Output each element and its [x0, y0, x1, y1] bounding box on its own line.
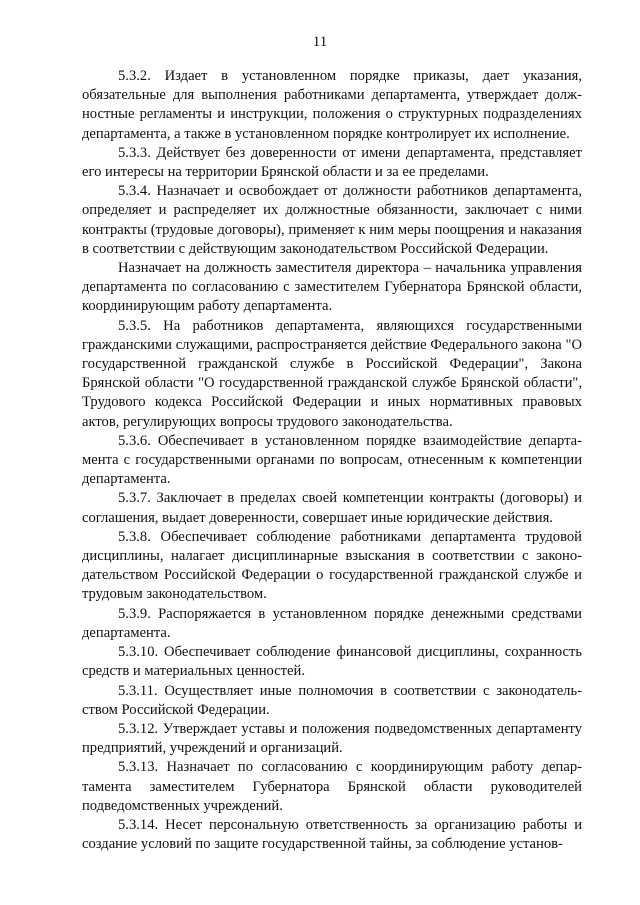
paragraph-5-3-2: 5.3.2. Издает в установленном порядке приказы, дает указания, обязательные для выполнения работниками департамента, утверждает должностные регламенты и инструкции, положения о структурных подразделениях департамента, а также в установленном порядке контролирует их исполнение.	[82, 68, 582, 142]
paragraph-5-3-8: 5.3.8. Обеспечивает соблюдение работниками департамента трудовой дисциплины, налагает дисциплинарные взыскания в соответствии с законодательством Российской Федерации о государственной гражданской службе и трудовым законодательством.	[82, 528, 582, 603]
paragraph-5-3-4: 5.3.4. Назначает и освобождает от должности работников департамента, определяет и распределяет их должностные обязанности, заключает с ними контракты (трудовые договоры), применяет к ним меры поощрения и наказания в соответствии с действующим законодательством Российской Федерации.	[82, 183, 582, 257]
paragraph-5-3-7: 5.3.7. Заключает в пределах своей компетенции контракты (договоры) и соглашения, выдает доверенности, совершает иные юридические действия.	[82, 490, 582, 526]
paragraph-5-3-9: 5.3.9. Распоряжается в установленном порядке денежными средствами департамента.	[82, 605, 582, 641]
page-number: 11	[312, 34, 328, 50]
paragraph-5-3-6: 5.3.6. Обеспечивает в установленном порядке взаимодействие департамента с государственными органами по вопросам, отнесенным к компетенции департамента.	[82, 432, 582, 488]
document-body	[82, 67, 582, 854]
paragraph-5-3-11: 5.3.11. Осуществляет иные полномочия в соответствии с законодательством Российской Федерации.	[82, 682, 582, 718]
paragraph-5-3-13: 5.3.13. Назначает по согласованию с координирующим работу департамента заместителем Губернатора Брянской области руководителей подведомственных учреждений.	[82, 759, 582, 814]
paragraph-5-3-12: 5.3.12. Утверждает уставы и положения подведомственных департаменту предприятий, учреждений и организаций.	[82, 720, 582, 757]
paragraph-5-3-5: 5.3.5. На работников департамента, являющихся государственными гражданскими служащими, распространяется действие Федерального закона "О государственной гражданской службе в Российской Федерации", Закона Брянской области "О государственной гражданской службе Брянской области", Трудового кодекса Российской Федерации и иных нормативных правовых актов, регулирующих вопросы трудового законодательства.	[82, 317, 582, 430]
paragraph-5-3-14: 5.3.14. Несет персональную ответственность за организацию работы и создание условий по защите государственной тайны, за соблюдение установ-	[82, 816, 582, 853]
paragraph-deputy-appointment: Назначает на должность заместителя директора – начальника управления департамента по согласованию с заместителем Губернатора Брянской области, координирующим работу департамента.	[82, 260, 582, 315]
paragraph-5-3-3: 5.3.3. Действует без доверенности от имени департамента, представляет его интересы на территории Брянской области и за ее пределами.	[82, 144, 582, 181]
paragraph-5-3-10: 5.3.10. Обеспечивает соблюдение финансовой дисциплины, сохранность средств и материальных ценностей.	[82, 644, 582, 680]
